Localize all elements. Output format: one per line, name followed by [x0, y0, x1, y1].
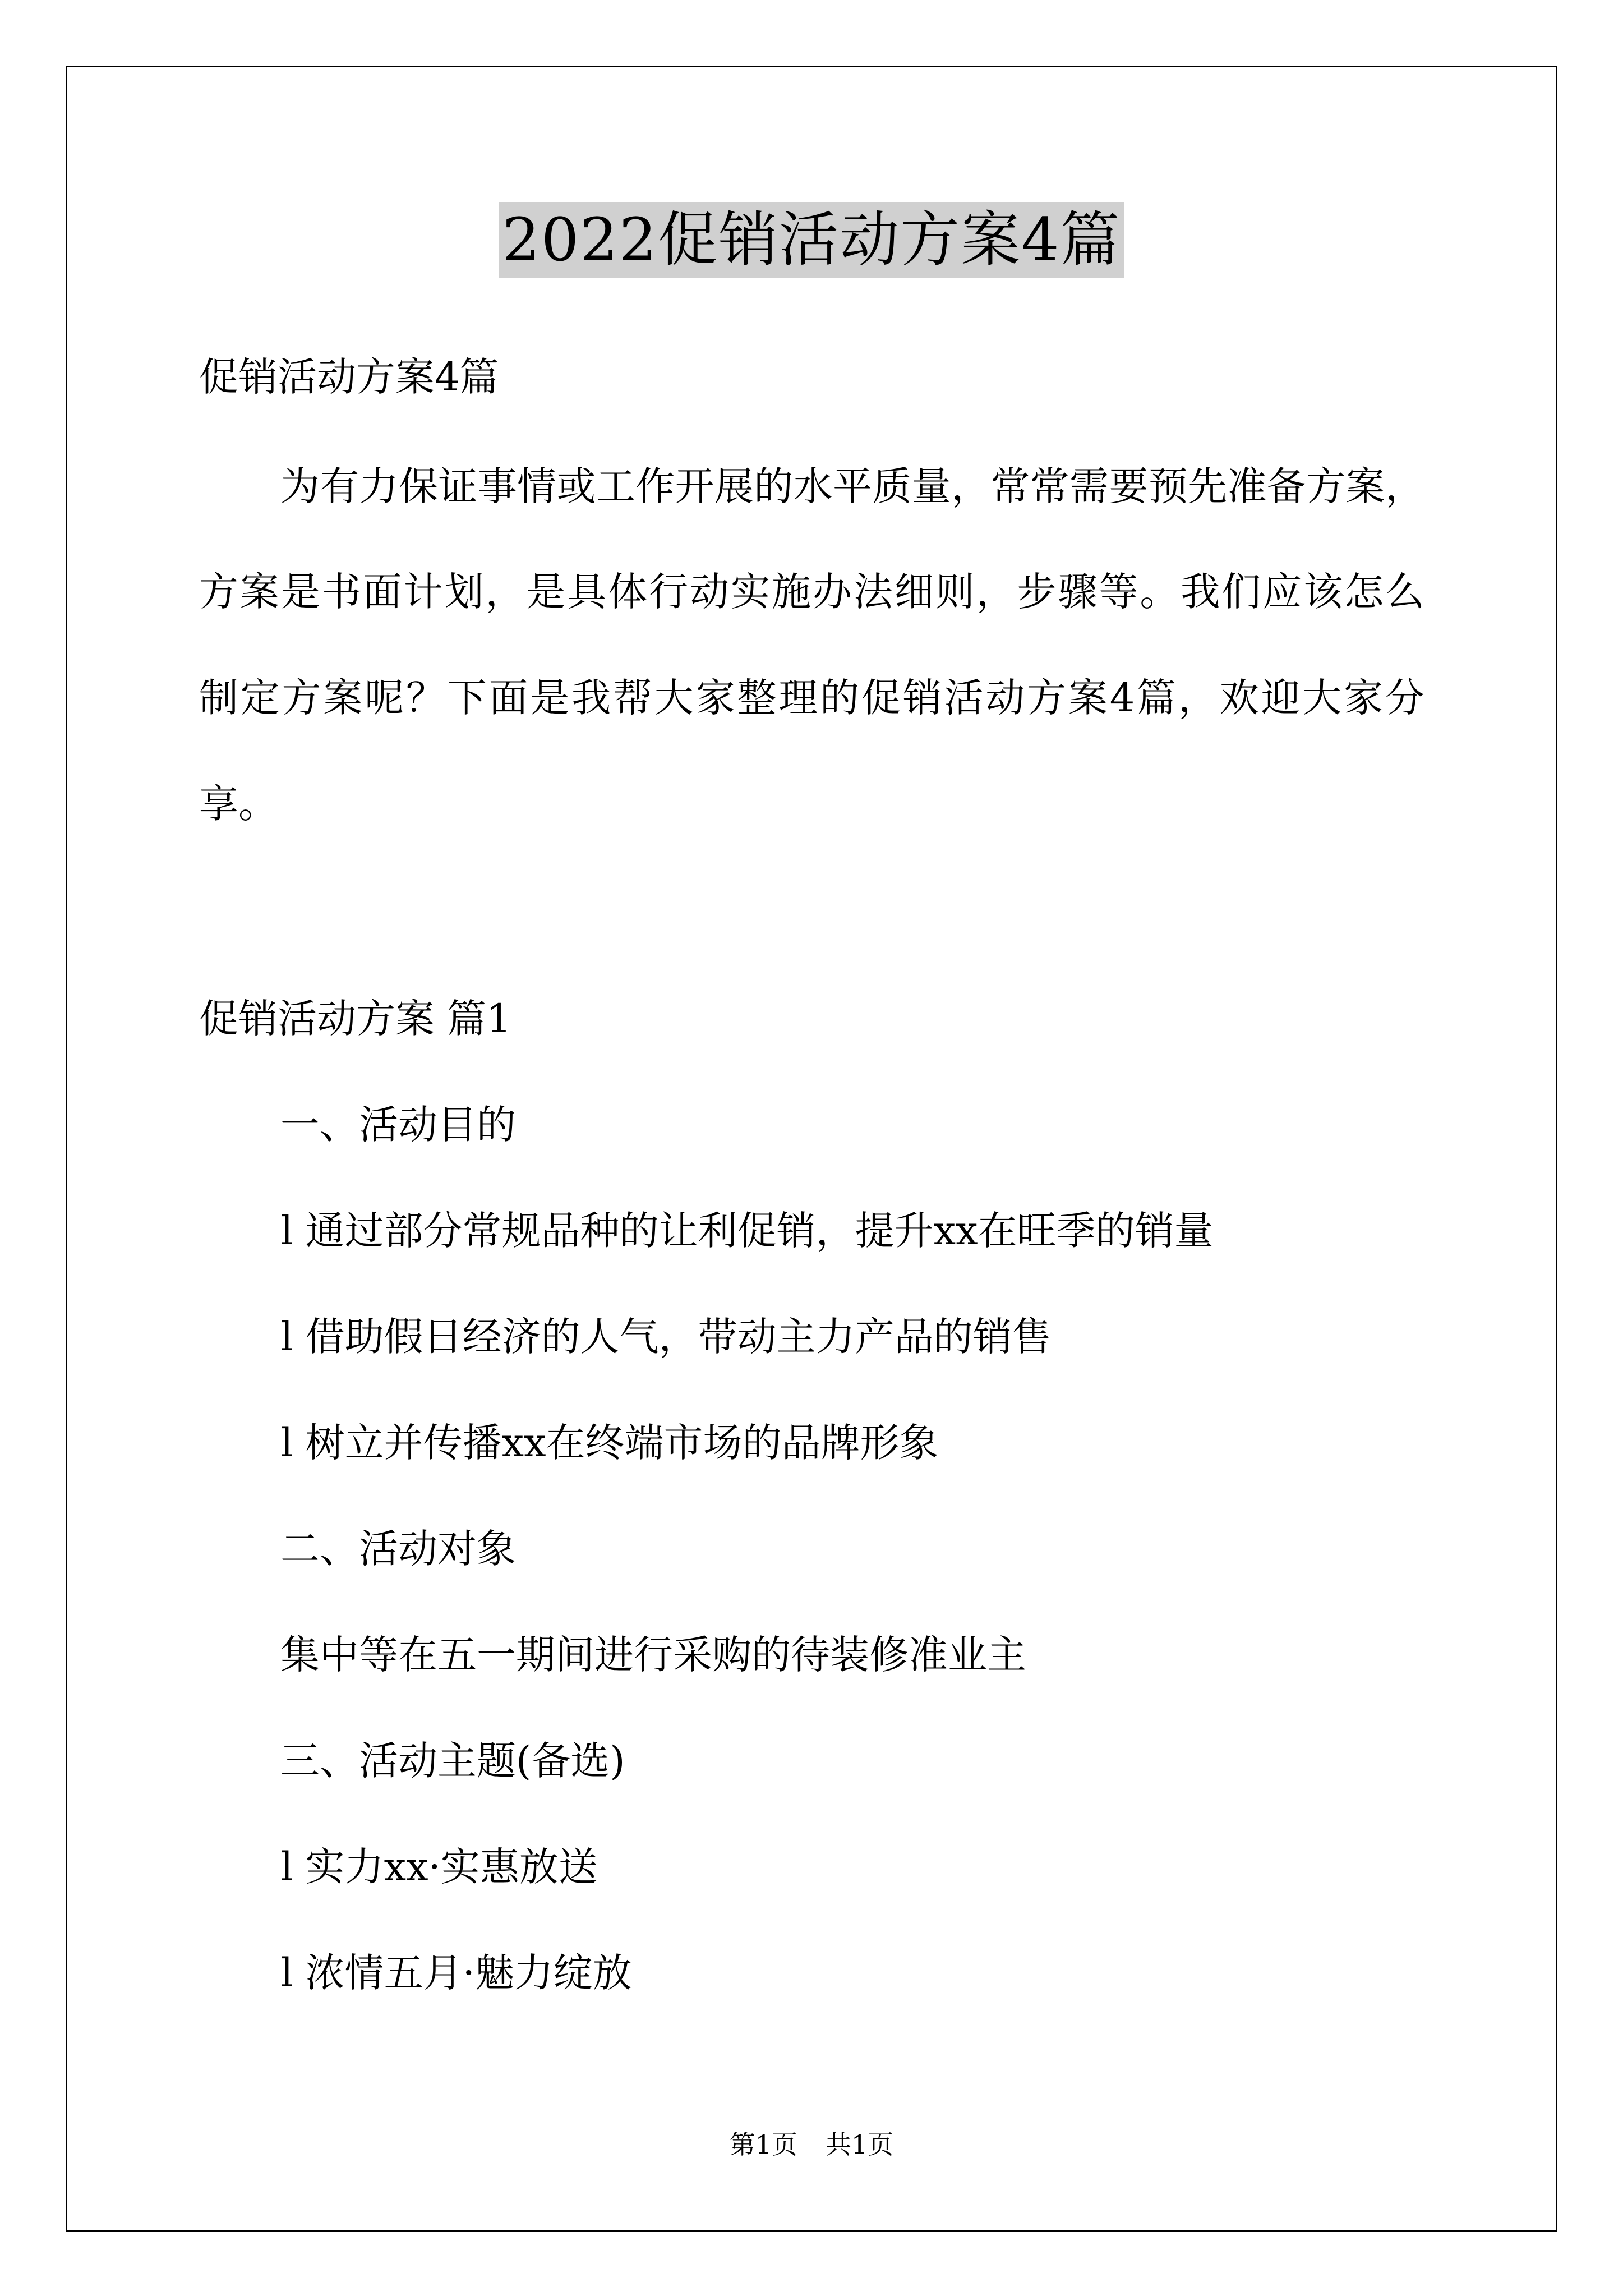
intro-line-1: 为有力保证事情或工作开展的水平质量，常常需要预先准备方案，: [280, 463, 1424, 509]
intro-line-4: 享。: [199, 781, 278, 827]
list-item: l 通过部分常规品种的让利促销，提升xx在旺季的销量: [280, 1208, 1214, 1254]
page-number: 第1页: [729, 2129, 797, 2160]
list-item: 三、活动主题(备选): [280, 1738, 625, 1784]
document-title: 2022促销活动方案4篇: [499, 202, 1124, 278]
section-heading: 促销活动方案 篇1: [199, 996, 511, 1042]
intro-line-2: 方案是书面计划，是具体行动实施办法细则，步骤等。我们应该怎么: [199, 569, 1424, 615]
list-item: l 实力xx·实惠放送: [280, 1844, 598, 1890]
list-item: 二、活动对象: [280, 1526, 516, 1572]
list-item: 一、活动目的: [280, 1102, 516, 1148]
list-item: 集中等在五一期间进行采购的待装修准业主: [280, 1632, 1026, 1678]
document-subtitle: 促销活动方案4篇: [199, 354, 499, 400]
intro-line-3: 制定方案呢？下面是我帮大家整理的促销活动方案4篇，欢迎大家分: [199, 675, 1424, 721]
list-item: l 借助假日经济的人气，带动主力产品的销售: [280, 1314, 1052, 1360]
page-footer: [0, 2128, 1623, 2161]
page-total: 共1页: [826, 2129, 894, 2160]
list-item: l 树立并传播xx在终端市场的品牌形象: [280, 1420, 939, 1466]
list-item: l 浓情五月·魅力绽放: [280, 1950, 632, 1996]
title-container: [0, 202, 1623, 278]
